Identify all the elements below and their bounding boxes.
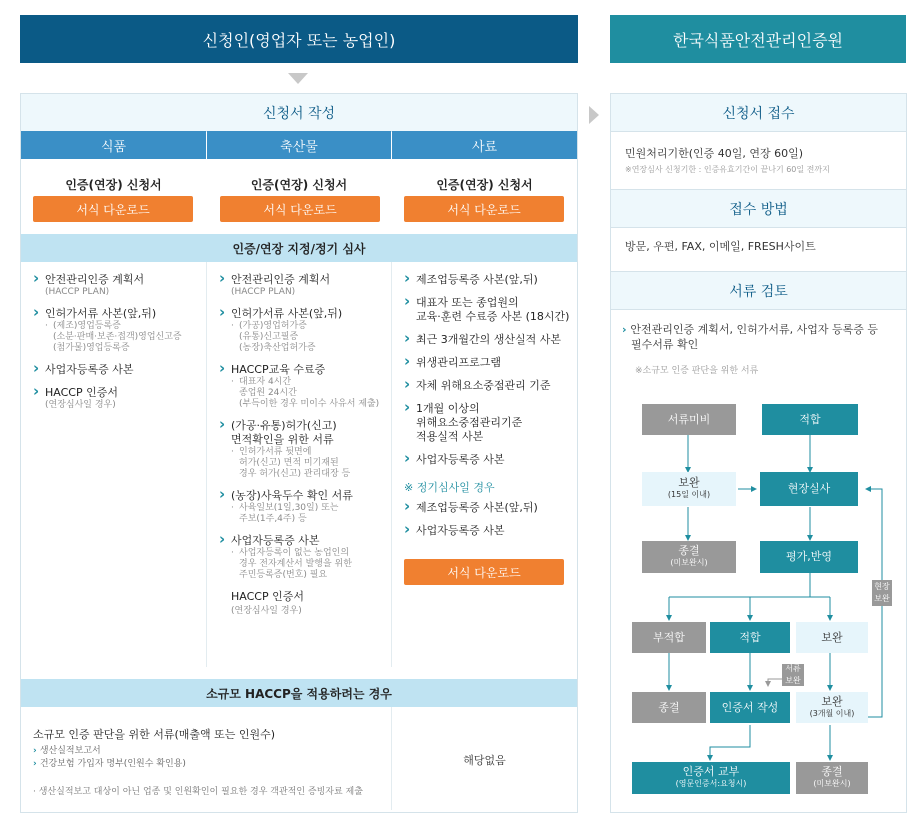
flow-cert-write	[710, 692, 790, 723]
item-text: › 사업자등록증 사본	[416, 524, 505, 537]
flow-sub: 현장	[874, 582, 890, 591]
note-text: 생산실적보고 대상이 아닌 업종 및 인원확인이 필요한 경우 객관적인 증빙자료 제출	[38, 787, 363, 797]
item-text: › 인허가서류 사본(앞,뒤)	[231, 307, 343, 320]
item-sub: 주보(1주,4주) 등	[239, 514, 307, 524]
flow-sub: (15일 이내)	[667, 490, 711, 499]
application-title	[21, 94, 577, 132]
item-text: 교육·훈련 수료증 사본 (18시간)	[416, 310, 570, 323]
list-item	[219, 363, 389, 410]
flow-label: 부적합	[653, 630, 685, 644]
flow-sub: (영문인증서:요청시)	[675, 779, 747, 788]
chevron-right-icon: ›	[33, 746, 40, 756]
flow-end3	[796, 762, 868, 794]
down-arrow-icon	[288, 73, 308, 85]
small-doc-list	[33, 745, 186, 771]
item-text: › 대표자 또는 종업원의	[416, 296, 519, 309]
flow-doc-supplement	[782, 664, 804, 686]
column-divider	[206, 262, 207, 667]
col-header-food	[21, 131, 206, 159]
flow-sub: 보완	[874, 594, 890, 603]
list-item	[404, 333, 576, 347]
review-note: ※소규모 인증 판단을 위한 서류	[635, 366, 759, 376]
chevron-right-icon: ›	[622, 323, 631, 336]
item-sub: 경우 전자계산서 발행을 위한	[239, 559, 352, 569]
download-button-feed-regular[interactable]	[404, 559, 564, 585]
flow-fit	[710, 622, 790, 653]
flow-supplement2	[796, 622, 868, 653]
item-sub: · 대표자 4시간	[231, 377, 389, 388]
item-sub: (소분·판매·보존·접객)영업신고증	[53, 332, 182, 342]
flow-unfit	[632, 622, 706, 653]
item-text: › 안전관리인증 계획서	[45, 273, 145, 286]
col-header-feed	[392, 131, 577, 159]
method-title	[611, 189, 906, 228]
item-sub: (부득이한 경우 미이수 사유서 제출)	[239, 399, 380, 409]
item-sub: (첨가물)영업등록증	[53, 343, 130, 353]
download-button-food[interactable]	[33, 196, 193, 222]
flow-end1	[642, 541, 736, 573]
flow-sub: 보완	[785, 676, 801, 685]
food-doc-list	[33, 273, 203, 420]
list-item	[219, 534, 389, 581]
flow-label: 보완	[821, 630, 843, 644]
small-haccp-band-label: 소규모 HACCP을 적용하려는 경우	[206, 686, 392, 701]
application-title-label: 신청서 작성	[262, 105, 336, 122]
livestock-doc-list	[219, 273, 389, 627]
list-item	[33, 758, 186, 771]
item-sub: · (제조)영업등록증	[45, 321, 203, 332]
item-sub: · 인허가서류 뒷면에	[231, 447, 389, 458]
list-item	[219, 590, 389, 618]
item-sub: (연장심사일 경우)	[231, 606, 302, 616]
item-sub: 허가(신고) 면적 미기재된	[239, 458, 339, 468]
reception-title-label: 신청서 접수	[722, 105, 795, 122]
item-text: › 인허가서류 사본(앞,뒤)	[45, 307, 157, 320]
download-feed-regular-label: 서식 다운로드	[447, 565, 521, 580]
item-text: › HACCP교육 수료증	[231, 363, 326, 376]
item-text: 위해요소중점관리기준	[416, 416, 523, 429]
flow-sub: (3개월 이내)	[809, 708, 855, 718]
item-text: › 자체 위해요소중점관리 기준	[416, 379, 551, 392]
flow-sub: (미보완시)	[670, 558, 708, 567]
form-name-feed: 인증(연장) 신청서	[436, 178, 533, 192]
item-sub: 주민등록증(번호) 필요	[239, 570, 328, 580]
download-button-livestock[interactable]	[220, 196, 380, 222]
list-item	[404, 501, 576, 515]
list-item	[404, 453, 576, 467]
list-item	[33, 745, 186, 758]
list-item	[33, 307, 203, 354]
flow-suitable	[762, 404, 858, 435]
review-band-label: 인증/연장 지정/정기 심사	[232, 241, 366, 256]
flow-label: 인증서 작성	[721, 700, 779, 714]
item-sub: · (가공)영업허가증	[231, 321, 389, 332]
flow-label: 보완	[678, 476, 700, 489]
reception-title	[611, 94, 906, 132]
item-text: › 최근 3개월간의 생산실적 사본	[416, 333, 561, 346]
item-sub: 종업원 24시간	[239, 388, 297, 398]
flow-onsite	[760, 472, 858, 506]
small-not-applicable: 해당없음	[463, 754, 506, 767]
item-text: › (농장)사육두수 확인 서류	[231, 489, 353, 502]
flow-evaluate	[760, 541, 858, 573]
applicant-header-label: 신청인(영업자 또는 농업인)	[202, 30, 396, 50]
flow-supplement3	[796, 692, 868, 723]
item-text: › HACCP 인증서	[45, 386, 118, 399]
list-item	[219, 307, 389, 354]
item-text: › 사업자등록증 사본	[416, 453, 505, 466]
item-text: › 제조업등록증 사본(앞,뒤)	[416, 501, 538, 514]
list-item	[219, 489, 389, 525]
flow-connectors	[610, 395, 906, 805]
list-item	[404, 296, 576, 324]
flow-label: 종결	[821, 765, 843, 778]
list-item	[404, 402, 576, 444]
item-text: › 위생관리프로그램	[416, 356, 502, 369]
review-band	[21, 234, 577, 262]
flow-issue	[632, 762, 790, 794]
flow-end2	[632, 692, 706, 723]
item-text: 면적확인을 위한 서류	[231, 433, 334, 446]
item-sub: (농장)축산업허가증	[239, 343, 316, 353]
download-food-label: 서식 다운로드	[76, 202, 150, 217]
flow-onsite-supplement	[872, 580, 892, 606]
flow-sub: (미보완시)	[813, 779, 851, 788]
applicant-header	[20, 15, 578, 63]
flow-label: 종결	[658, 700, 680, 714]
list-item	[219, 419, 389, 480]
method-title-label: 접수 방법	[729, 201, 788, 218]
method-text: 방문, 우편, FAX, 이메일, FRESH사이트	[625, 240, 816, 253]
item-text: › (가공·유통)허가(신고)	[231, 419, 337, 432]
flow-label: 현장실사	[787, 482, 831, 495]
item-text: › 제조업등록증 사본(앞,뒤)	[416, 273, 538, 286]
flow-label: 적합	[739, 630, 761, 644]
list-item	[404, 524, 576, 538]
column-divider	[391, 262, 392, 667]
review-title-label: 서류 검토	[729, 283, 788, 300]
list-item	[404, 379, 576, 393]
item-sub: · 사육일보(1일,30일) 또는	[231, 503, 389, 514]
item-text: › 사업자등록증 사본	[45, 363, 134, 376]
small-doc-title: 소규모 인증 판단을 위한 서류(매출액 또는 인원수)	[33, 728, 276, 741]
list-item	[404, 356, 576, 370]
agency-header-label: 한국식품안전관리인증원	[672, 30, 844, 50]
item-sub: (HACCP PLAN)	[231, 287, 296, 297]
list-item	[219, 273, 389, 298]
item-sub: (연장심사일 경우)	[45, 400, 116, 410]
item-sub: (유통)신고필증	[239, 332, 299, 342]
chevron-right-icon: ›	[33, 759, 40, 769]
item-text: › 사업자등록증 사본	[231, 534, 320, 547]
extension-deadline: ※연장심사 신청기한 : 인증유효기간이 끝나기 60일 전까지	[625, 165, 830, 174]
item-text: › 안전관리인증 계획서	[231, 273, 331, 286]
item-sub: (HACCP PLAN)	[45, 287, 110, 297]
item-text: › 1개월 이상의	[416, 402, 480, 415]
regular-review-note: ※ 정기심사일 경우	[404, 481, 495, 494]
list-item	[33, 273, 203, 298]
item-text: 생산실적보고서	[39, 746, 101, 756]
col-livestock-label: 축산물	[280, 139, 318, 155]
flow-sub: 서류	[785, 664, 801, 673]
flow-incomplete	[642, 404, 736, 435]
flow-label: 인증서 교부	[682, 765, 740, 778]
col-header-livestock	[207, 131, 391, 159]
download-feed-label: 서식 다운로드	[447, 202, 521, 217]
form-name-food: 인증(연장) 신청서	[65, 178, 162, 192]
item-sub: · 사업자등록이 없는 농업인의	[231, 548, 389, 559]
flow-label: 보완	[821, 694, 843, 708]
flow-label: 서류미비	[667, 412, 711, 426]
download-button-feed[interactable]	[404, 196, 564, 222]
list-item	[33, 363, 203, 377]
review-item-text: 안전관리인증 계획서, 인허가서류, 사업자 등록증 등	[630, 323, 878, 336]
small-haccp-band	[21, 679, 577, 707]
item-sub: 경우 허가(신고) 관리대장 등	[239, 469, 351, 479]
download-livestock-label: 서식 다운로드	[263, 202, 337, 217]
item-text: 건강보험 가입자 명부(인원수 확인용)	[39, 759, 186, 769]
review-title	[611, 271, 906, 310]
item-text: 적용실적 사본	[416, 430, 484, 443]
review-item	[622, 322, 878, 352]
col-food-label: 식품	[100, 139, 127, 155]
form-name-livestock: 인증(연장) 신청서	[250, 178, 348, 192]
small-doc-note: · 생산실적보고 대상이 아닌 업종 및 인원확인이 필요한 경우 객관적인 증빙자료 제출	[33, 787, 363, 797]
item-text: HACCP 인증서	[231, 590, 304, 603]
flow-label: 평가,반영	[785, 550, 832, 563]
flow-label: 적합	[799, 412, 821, 426]
list-item	[33, 386, 203, 411]
review-item-text: 필수서류 확인	[631, 338, 699, 351]
flow-label: 종결	[678, 544, 700, 557]
col-feed-label: 사료	[471, 139, 498, 155]
feed-doc-list	[404, 273, 576, 547]
agency-header	[610, 15, 906, 63]
right-arrow-icon	[589, 106, 599, 124]
list-item	[404, 273, 576, 287]
processing-deadline: 민원처리기한(인증 40일, 연장 60일)	[625, 147, 804, 160]
flow-supplement	[642, 472, 736, 506]
